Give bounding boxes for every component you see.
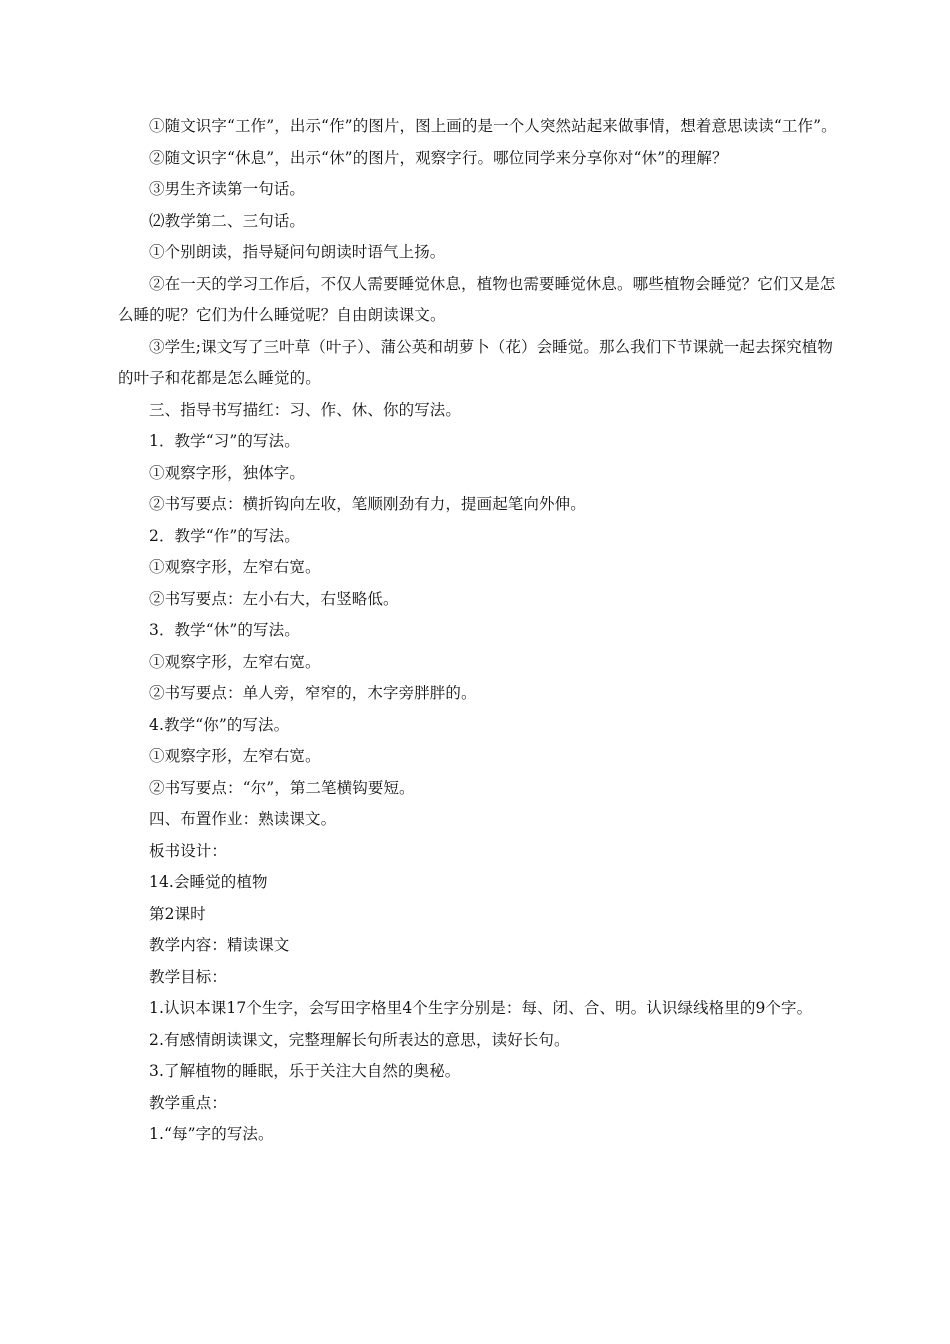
key-point-1: 1.“每”字的写法。	[149, 1125, 274, 1143]
paragraph-17: ②书写要点：单人旁，窄窄的，木字旁胖胖的。	[149, 684, 477, 702]
paragraph-2: ②随文识字“休息”，出示“休”的图片，观察字行。哪位同学来分享你对“休”的理解？	[149, 148, 728, 167]
section-heading-3: 三、指导书写描红：习、作、休、你的写法。	[149, 400, 462, 419]
paragraph-18: 4.教学“你”的写法。	[149, 715, 290, 734]
paragraph-14: ②书写要点：左小右大，右竖略低。	[149, 589, 399, 608]
paragraph-4: ⑵教学第二、三句话。	[149, 211, 306, 230]
goal-2: 2.有感情朗读课文，完整理解长句所表达的意思，读好长句。	[149, 1030, 570, 1049]
document-body	[118, 111, 838, 1151]
paragraph-3: ③男生齐读第一句话。	[149, 180, 306, 198]
section-heading-4: 四、布置作业：熟读课文。	[149, 810, 337, 828]
paragraph-1: ①随文识字“工作”，出示“作”的图片，图上画的是一个人突然站起来做事情，想着意思读读“工作”。	[149, 117, 837, 135]
paragraph-19: ①观察字形，左窄右宽。	[149, 747, 321, 765]
paragraph-9: 1．教学“习”的写法。	[149, 432, 300, 450]
key-points-label: 教学重点：	[149, 1093, 228, 1112]
paragraph-11: ②书写要点：横折钩向左收，笔顺刚劲有力，提画起笔向外伸。	[149, 495, 586, 513]
paragraph-5: ①个别朗读，指导疑问句朗读时语气上扬。	[149, 243, 446, 261]
teaching-goals-label: 教学目标：	[149, 967, 228, 986]
paragraph-6: ②在一天的学习工作后，不仅人需要睡觉休息，植物也需要睡觉休息。哪些植物会睡觉？它们又是怎么睡的呢？它们为什么睡觉呢？自由朗读课文。	[118, 274, 836, 324]
lesson-title: 14.会睡觉的植物	[149, 873, 268, 891]
lesson-period: 第2课时	[149, 904, 206, 923]
paragraph-12: 2．教学“作”的写法。	[149, 526, 300, 545]
goal-1: 1.认识本课17个生字，会写田字格里4个生字分别是：每、闭、合、明。认识绿线格里的9个字。	[149, 999, 813, 1017]
paragraph-20: ②书写要点：“尔”，第二笔横钩要短。	[149, 778, 415, 797]
paragraph-13: ①观察字形，左窄右宽。	[149, 558, 321, 576]
paragraph-10: ①观察字形，独体字。	[149, 463, 306, 482]
board-design-label: 板书设计：	[149, 841, 228, 860]
goal-3: 3.了解植物的睡眠，乐于关注大自然的奥秘。	[149, 1062, 461, 1080]
paragraph-16: ①观察字形，左窄右宽。	[149, 652, 321, 671]
teaching-content: 教学内容：精读课文	[149, 936, 290, 954]
paragraph-15: 3．教学“休”的写法。	[149, 621, 300, 639]
paragraph-7: ③学生;课文写了三叶草（叶子）、蒲公英和胡萝卜（花）会睡觉。那么我们下节课就一起去探究植物的叶子和花都是怎么睡觉的。	[118, 337, 833, 387]
